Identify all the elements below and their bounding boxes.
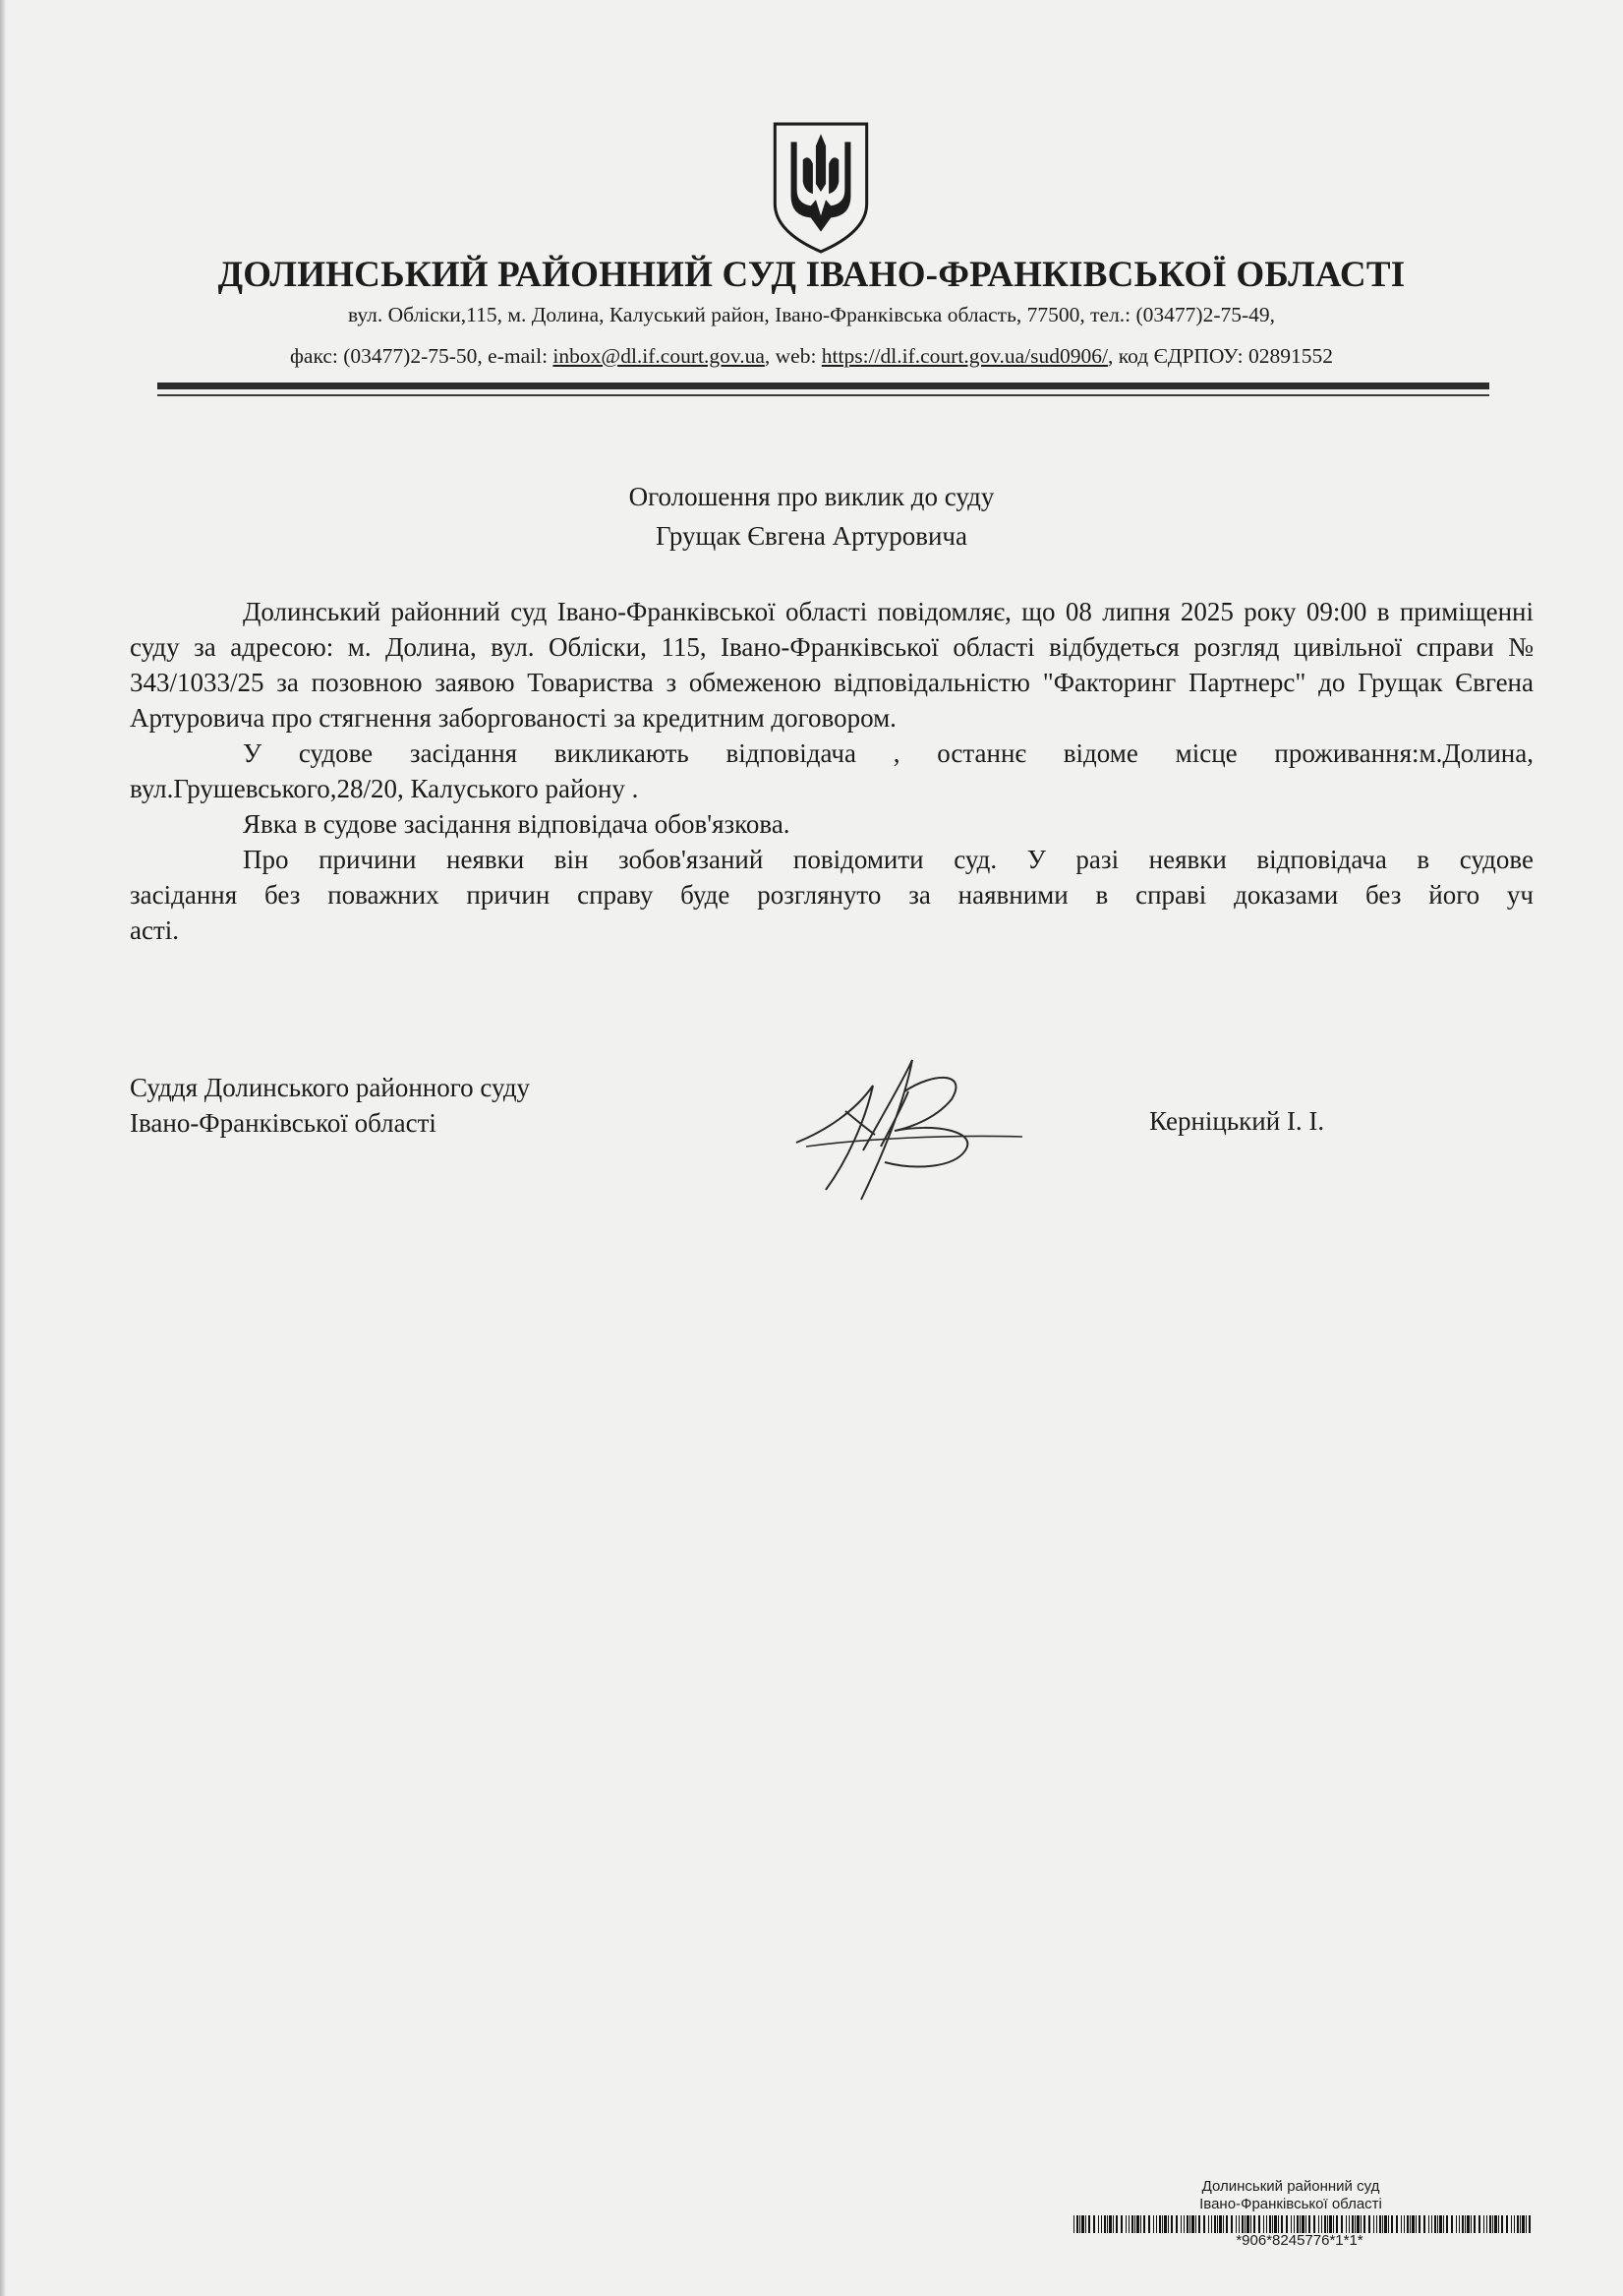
barcode-bar	[1140, 2215, 1141, 2233]
barcode-bar	[1333, 2215, 1334, 2233]
barcode-bar	[1076, 2215, 1078, 2233]
barcode-bar	[1176, 2215, 1178, 2233]
barcode-bar	[1318, 2215, 1319, 2233]
barcode-bar	[1401, 2215, 1402, 2233]
barcode-bar	[1236, 2215, 1237, 2233]
barcode-bar	[1181, 2215, 1182, 2233]
barcode-bar	[1156, 2215, 1157, 2233]
barcode-bar	[1217, 2215, 1218, 2233]
judge-position-line2: Івано-Франківської області	[130, 1108, 436, 1138]
notice-subject: Грущак Євгена Артуровича	[656, 521, 967, 551]
barcode-bar	[1352, 2215, 1354, 2233]
coat-of-arms-icon	[771, 120, 871, 256]
barcode-bar	[1423, 2215, 1425, 2233]
barcode-bar	[1443, 2215, 1444, 2233]
barcode-bar	[1136, 2215, 1139, 2233]
barcode-bar	[1187, 2215, 1188, 2233]
barcode-bar	[1410, 2215, 1411, 2233]
barcode-bar	[1416, 2215, 1417, 2233]
barcode-bar	[1131, 2215, 1133, 2233]
barcode-bar	[1329, 2215, 1332, 2233]
barcode-bar	[1153, 2215, 1154, 2233]
barcode-bar	[1073, 2215, 1074, 2233]
barcode-bar	[1376, 2215, 1377, 2233]
barcode-bar	[1313, 2215, 1315, 2233]
paragraph-consequences-line3: асті.	[130, 915, 180, 945]
barcode-bar	[1456, 2215, 1457, 2233]
barcode-bar	[1107, 2215, 1108, 2233]
barcode-bar	[1116, 2215, 1118, 2233]
barcode-bar	[1407, 2215, 1409, 2233]
barcode-bar	[1478, 2215, 1480, 2233]
stamp-line2: Івано-Франківської області	[1199, 2196, 1382, 2212]
barcode-bar	[1437, 2215, 1438, 2233]
barcode-bar	[1198, 2215, 1200, 2233]
barcode-bar	[1291, 2215, 1292, 2233]
barcode-bar	[1514, 2215, 1515, 2233]
notice-title: Оголошення про виклик до суду	[628, 482, 995, 511]
barcode-bar	[1511, 2215, 1512, 2233]
barcode-bar	[1451, 2215, 1453, 2233]
barcode	[1073, 2215, 1536, 2233]
barcode-bar	[1189, 2215, 1190, 2233]
barcode-bar	[1357, 2215, 1360, 2233]
barcode-bar	[1184, 2215, 1185, 2233]
barcode-bar	[1520, 2215, 1521, 2233]
handwritten-signature	[786, 1052, 1032, 1209]
barcode-bar	[1471, 2215, 1472, 2233]
judge-name: Керніцький І. І.	[1149, 1106, 1325, 1136]
barcode-bar	[1391, 2215, 1393, 2233]
barcode-bar	[1384, 2215, 1387, 2233]
barcode-bar	[1489, 2215, 1491, 2233]
barcode-bar	[1324, 2215, 1326, 2233]
barcode-bar	[1462, 2215, 1464, 2233]
notice-body	[130, 594, 1534, 948]
barcode-bar	[1382, 2215, 1383, 2233]
barcode-bar	[1297, 2215, 1299, 2233]
edrpou-code: , код ЄДРПОУ: 02891552	[1108, 344, 1333, 368]
barcode-bar	[1501, 2215, 1503, 2233]
paragraph-hearing: Долинський районний суд Івано-Франківської області повідомляє, що 08 липня 2025 року 09:00 в приміщенні суду за адресою: м. Долина, вул. Обліски, 115, Івано-Франківської області відбудеться розгляд цивільної справи № 343/1033/25 за позовною заявою Товариства з обмеженою відповідальністю "Факторинг Партнерс" до Грущак Євгена Артуровича про стягнення заборгованості за кредитним договором.	[130, 597, 1534, 733]
barcode-bar	[1361, 2215, 1362, 2233]
barcode-bar	[1258, 2215, 1260, 2233]
email-link[interactable]: inbox@dl.if.court.gov.ua	[552, 344, 765, 368]
barcode-bar	[1388, 2215, 1389, 2233]
court-contacts	[0, 344, 1623, 369]
barcode-bar	[1168, 2215, 1169, 2233]
barcode-code: *906*8245776*1*1*	[1236, 2232, 1363, 2249]
barcode-bar	[1336, 2215, 1338, 2233]
barcode-bar	[1379, 2215, 1381, 2233]
barcode-bar	[1492, 2215, 1493, 2233]
stamp-line1: Долинський районний суд	[1201, 2178, 1380, 2195]
barcode-bar	[1208, 2215, 1209, 2233]
barcode-bar	[1419, 2215, 1420, 2233]
barcode-bar	[1242, 2215, 1244, 2233]
barcode-bar	[1278, 2215, 1279, 2233]
web-label: , web:	[764, 344, 822, 368]
barcode-bar	[1246, 2215, 1249, 2233]
barcode-bar	[1431, 2215, 1432, 2233]
barcode-bar	[1219, 2215, 1222, 2233]
barcode-bar	[1134, 2215, 1135, 2233]
barcode-bar	[1223, 2215, 1224, 2233]
barcode-bar	[1088, 2215, 1090, 2233]
barcode-bar	[1327, 2215, 1328, 2233]
header-divider-thick	[157, 383, 1489, 389]
barcode-bar	[1321, 2215, 1322, 2233]
barcode-bar	[1129, 2215, 1130, 2233]
barcode-bar	[1529, 2215, 1531, 2233]
barcode-bar	[1250, 2215, 1251, 2233]
barcode-bar	[1305, 2215, 1306, 2233]
barcode-bar	[1159, 2215, 1161, 2233]
barcode-bar	[1126, 2215, 1127, 2233]
barcode-bar	[1148, 2215, 1150, 2233]
barcode-bar	[1412, 2215, 1415, 2233]
registry-stamp	[1073, 2178, 1536, 2249]
barcode-bar	[1143, 2215, 1145, 2233]
barcode-bar	[1113, 2215, 1114, 2233]
barcode-bar	[1465, 2215, 1466, 2233]
barcode-bar	[1349, 2215, 1350, 2233]
barcode-bar	[1373, 2215, 1374, 2233]
barcode-bar	[1093, 2215, 1095, 2233]
barcode-bar	[1368, 2215, 1370, 2233]
paragraph-attendance: Явка в судове засідання відповідача обов'язкова.	[243, 809, 790, 839]
barcode-bar	[1214, 2215, 1216, 2233]
barcode-bar	[1253, 2215, 1255, 2233]
barcode-bar	[1104, 2215, 1106, 2233]
court-address: вул. Обліски,115, м. Долина, Калуський район, Івано-Франківська область, 77500, тел.: (03477)2-75-49,	[347, 303, 1276, 326]
barcode-bar	[1211, 2215, 1212, 2233]
barcode-bar	[1272, 2215, 1273, 2233]
barcode-bar	[1203, 2215, 1205, 2233]
barcode-bar	[1081, 2215, 1084, 2233]
barcode-bar	[1171, 2215, 1173, 2233]
barcode-bar	[1363, 2215, 1365, 2233]
paragraph-defendant-address: У судове засідання викликають відповідача , останнє відоме місце проживання:м.Долина, вул.Грушевського,28/20, Калуського району .	[130, 738, 1534, 803]
barcode-bar	[1434, 2215, 1436, 2233]
header-divider-thin	[157, 394, 1489, 396]
barcode-bar	[1494, 2215, 1497, 2233]
barcode-bar	[1404, 2215, 1405, 2233]
barcode-bar	[1308, 2215, 1310, 2233]
barcode-bar	[1231, 2215, 1233, 2233]
paragraph-consequences-line2: засідання без поважних причин справу буде розглянуто за наявними в справі доказами без його уч	[130, 880, 1534, 910]
barcode-bar	[1486, 2215, 1487, 2233]
judge-position-line1: Суддя Долинського районного суду	[130, 1073, 531, 1102]
judge-position	[130, 1070, 530, 1141]
barcode-bar	[1396, 2215, 1398, 2233]
barcode-bar	[1428, 2215, 1429, 2233]
court-name: ДОЛИНСЬКИЙ РАЙОННИЙ СУД ІВАНО-ФРАНКІВСЬКОЇ ОБЛАСТІ	[217, 255, 1406, 295]
barcode-bar	[1109, 2215, 1112, 2233]
barcode-bar	[1341, 2215, 1343, 2233]
barcode-bar	[1191, 2215, 1194, 2233]
barcode-bar	[1121, 2215, 1123, 2233]
barcode-bar	[1346, 2215, 1347, 2233]
barcode-bar	[1085, 2215, 1086, 2233]
barcode-bar	[1269, 2215, 1271, 2233]
barcode-bar	[1300, 2215, 1301, 2233]
fax-label: факс: (03477)2-75-50, e-mail:	[289, 344, 553, 368]
barcode-bar	[1245, 2215, 1246, 2233]
barcode-bar	[1226, 2215, 1228, 2233]
barcode-bar	[1294, 2215, 1295, 2233]
barcode-bar	[1101, 2215, 1102, 2233]
barcode-bar	[1266, 2215, 1267, 2233]
barcode-bar	[1517, 2215, 1519, 2233]
barcode-bar	[1483, 2215, 1484, 2233]
barcode-bar	[1281, 2215, 1283, 2233]
barcode-bar	[1239, 2215, 1240, 2233]
barcode-bar	[1467, 2215, 1470, 2233]
barcode-bar	[1498, 2215, 1499, 2233]
web-link[interactable]: https://dl.if.court.gov.ua/sud0906/	[821, 344, 1109, 368]
barcode-bar	[1195, 2215, 1196, 2233]
barcode-bar	[1526, 2215, 1527, 2233]
barcode-bar	[1164, 2215, 1167, 2233]
barcode-bar	[1506, 2215, 1508, 2233]
barcode-bar	[1098, 2215, 1099, 2233]
paragraph-consequences-line1: Про причини неявки він зобов'язаний повідомити суд. У разі неявки відповідача в судове	[243, 845, 1534, 874]
barcode-bar	[1263, 2215, 1264, 2233]
barcode-bar	[1079, 2215, 1080, 2233]
barcode-bar	[1302, 2215, 1304, 2233]
barcode-bar	[1474, 2215, 1476, 2233]
barcode-bar	[1459, 2215, 1460, 2233]
barcode-bar	[1446, 2215, 1448, 2233]
barcode-bar	[1286, 2215, 1288, 2233]
barcode-bar	[1355, 2215, 1356, 2233]
barcode-bar	[1439, 2215, 1442, 2233]
barcode-bar	[1162, 2215, 1163, 2233]
barcode-bar	[1274, 2215, 1277, 2233]
barcode-bar	[1522, 2215, 1525, 2233]
